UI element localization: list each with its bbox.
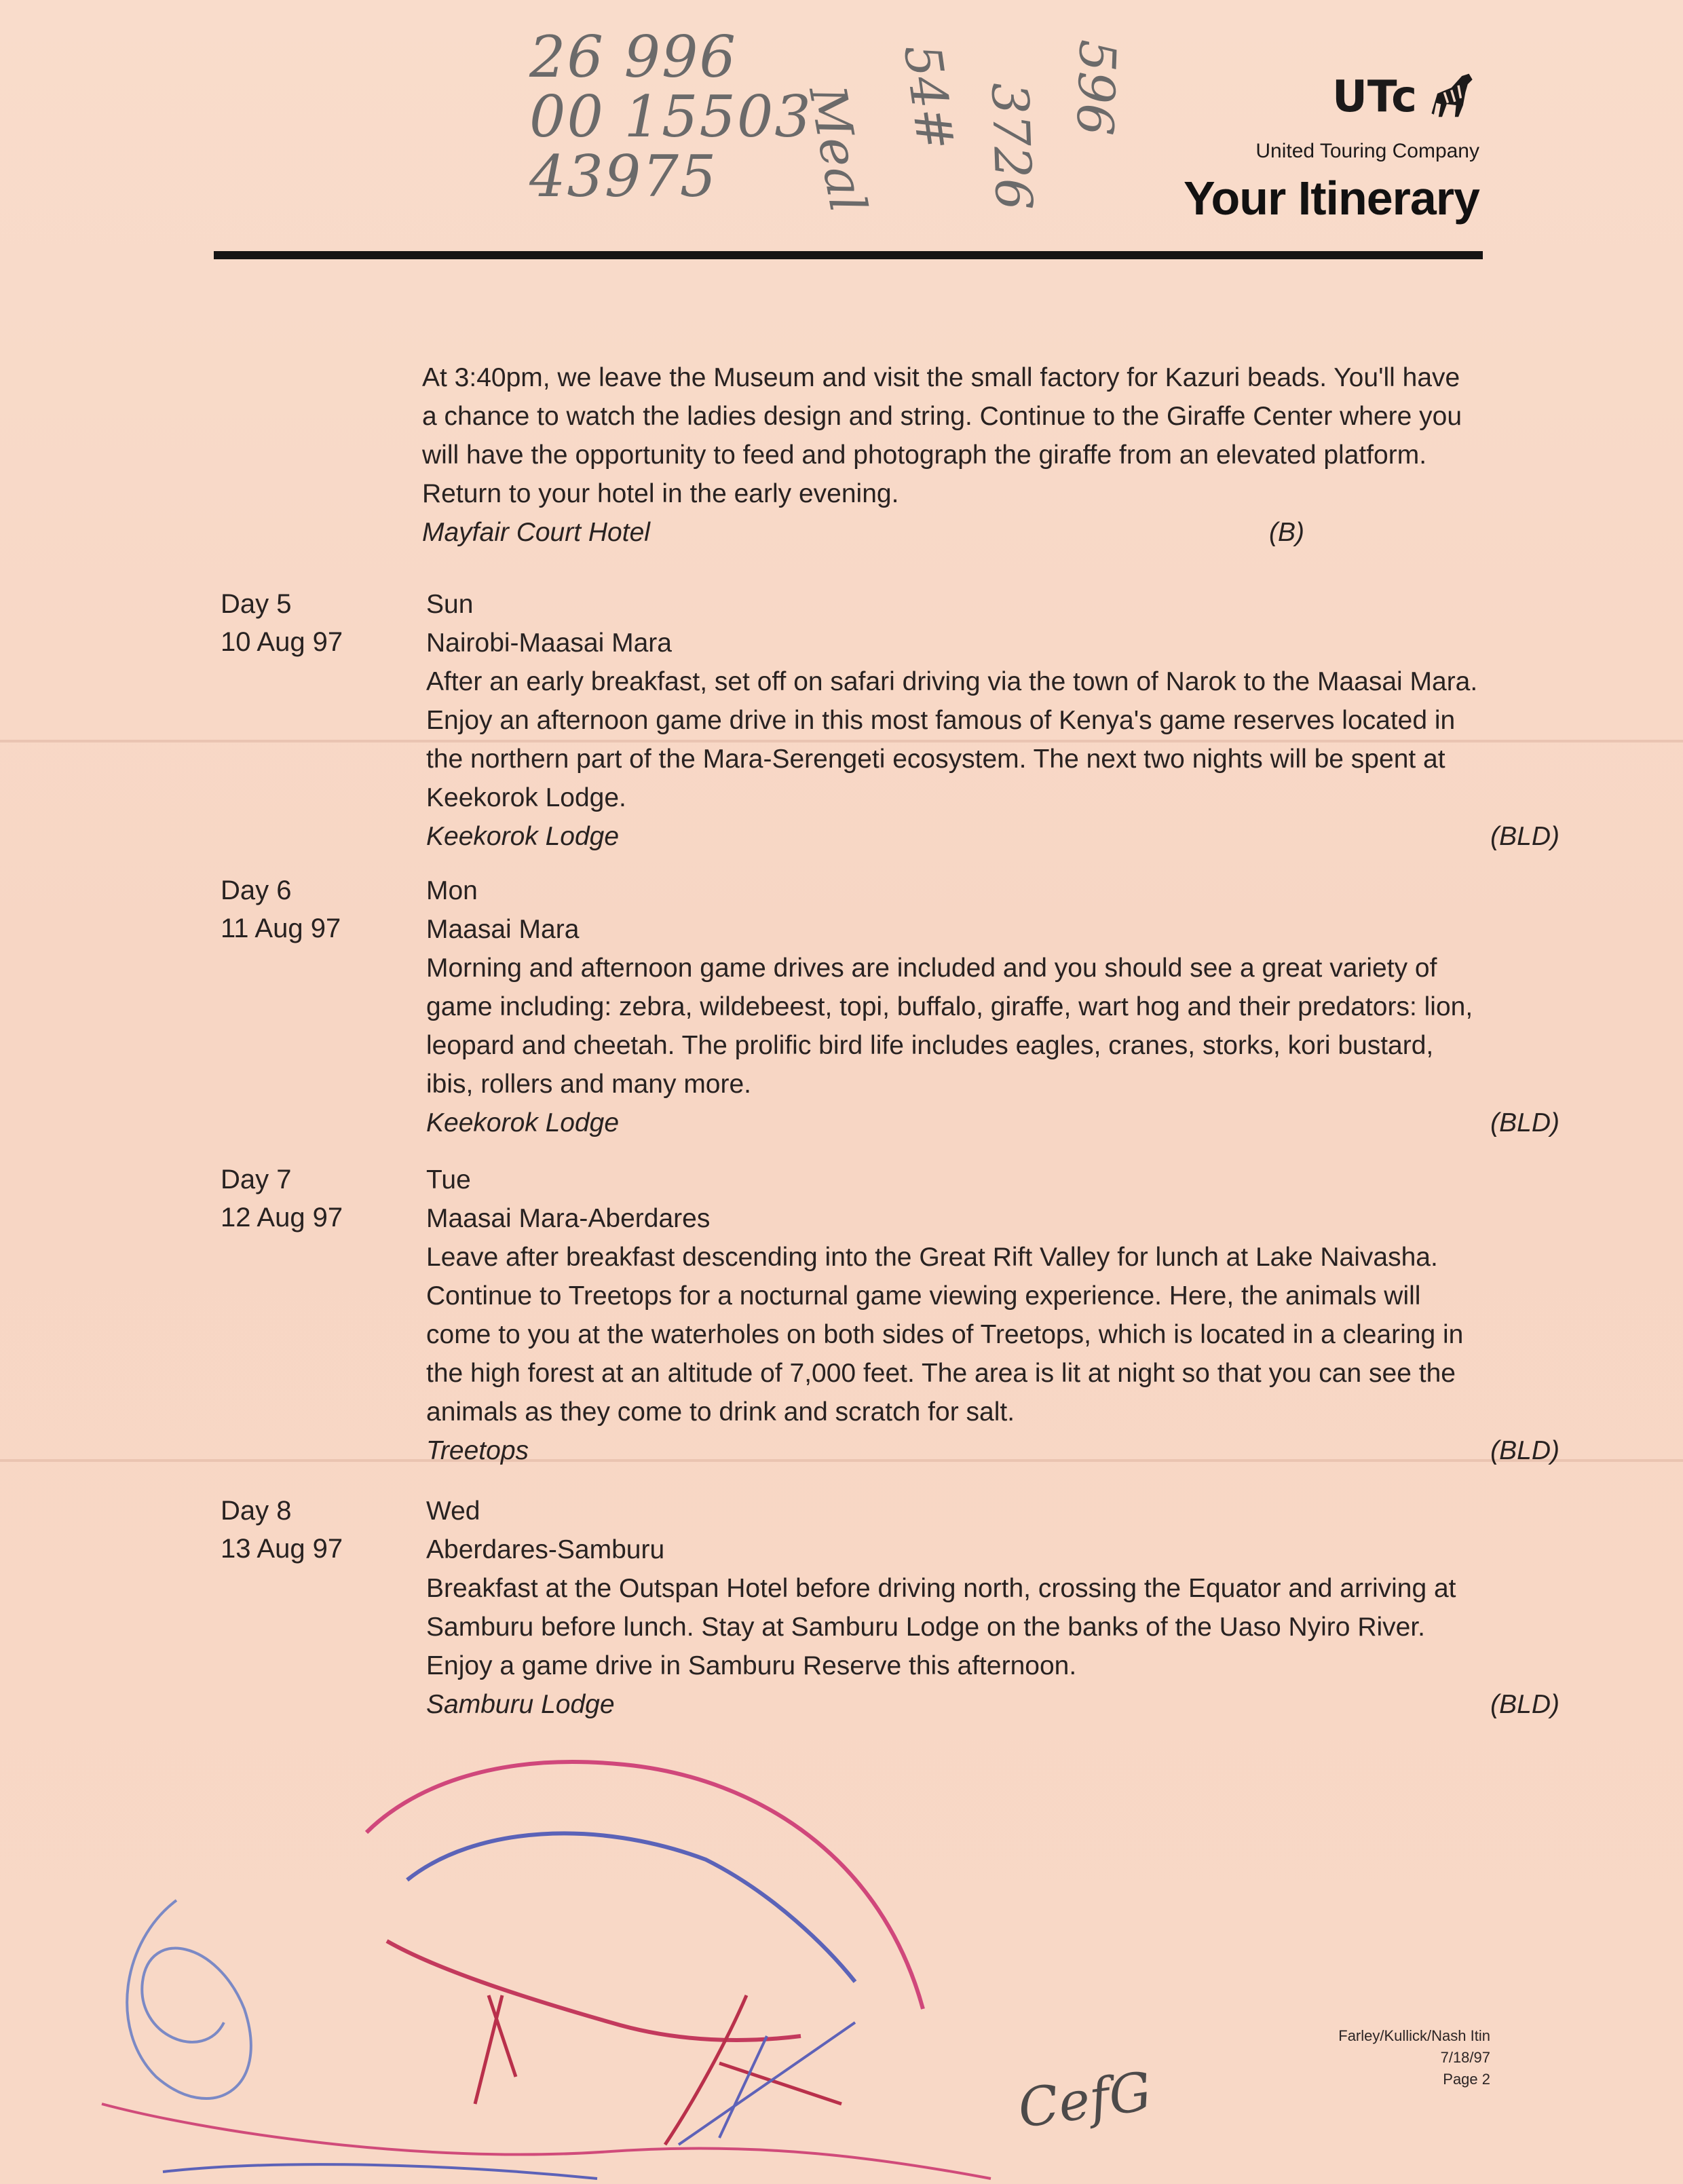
handwritten-meal: Meal — [797, 81, 877, 217]
day-description: Breakfast at the Outspan Hotel before driving north, crossing the Equator and arriving at Samburu before lunch. Stay at Samburu Lodge on the banks of the Uaso Nyiro River. Enjoy a game drive in Samburu Reserve this afternoon. — [426, 1574, 1456, 1680]
meals-code: (B) — [1269, 518, 1304, 547]
day-number: Day 7 — [221, 1165, 292, 1194]
day-date: 10 Aug 97 — [221, 627, 343, 657]
handwritten-number: 43975 — [529, 143, 718, 210]
day-route: Maasai Mara-Aberdares — [426, 1204, 711, 1233]
day-date: 11 Aug 97 — [221, 914, 341, 943]
day-number: Day 6 — [221, 876, 292, 905]
day-route: Aberdares-Samburu — [426, 1535, 665, 1564]
company-name: United Touring Company — [1255, 140, 1479, 162]
day-route: Maasai Mara — [426, 915, 580, 944]
hotel-name: Mayfair Court Hotel — [422, 518, 650, 547]
day-label — [221, 1492, 343, 1568]
day-description: Leave after breakfast descending into the Great Rift Valley for lunch at Lake Naivasha. Continue to Treetops for a nocturnal game viewing experience. Here, the animals will come to you at the waterholes on both sides of Treetops, which is located in a clearing in the high forest at an altitude of 7,000 feet. The area is lit at night so that you can see the animals as they come to drink and scratch for salt. — [426, 1243, 1464, 1427]
day-hotel-line — [426, 1104, 1559, 1142]
handwritten-note: CefG — [1014, 2060, 1156, 2141]
header — [1184, 68, 1479, 225]
day-body — [426, 1492, 1559, 1724]
day-date: 13 Aug 97 — [221, 1534, 343, 1564]
day-hotel-line — [426, 817, 1559, 856]
footer-line: 7/18/97 — [1440, 2049, 1490, 2066]
day-body — [426, 1161, 1559, 1470]
header-divider — [214, 251, 1483, 259]
company-logo — [1184, 68, 1479, 126]
hotel-name: Keekorok Lodge — [426, 1108, 620, 1137]
meals-code: (BLD) — [1490, 822, 1559, 851]
meals-code: (BLD) — [1490, 1436, 1559, 1465]
handwritten-code: 54# — [892, 41, 965, 154]
footer-line: Page 2 — [1443, 2071, 1490, 2088]
day-hotel-line — [426, 1431, 1559, 1470]
day-label — [221, 585, 343, 661]
handwritten-number: 00 15503 — [529, 83, 812, 150]
hotel-name: Treetops — [426, 1436, 529, 1465]
intro-hotel-line — [422, 513, 1304, 552]
crayon-scribble — [0, 1724, 1018, 2184]
day-date: 12 Aug 97 — [221, 1203, 343, 1232]
day-weekday: Tue — [426, 1165, 471, 1194]
page-footer — [1338, 2025, 1490, 2090]
day-label — [221, 871, 341, 947]
handwritten-code: 596 — [1065, 38, 1127, 137]
meals-code: (BLD) — [1490, 1108, 1559, 1137]
day-weekday: Mon — [426, 876, 478, 905]
day-number: Day 5 — [221, 589, 292, 619]
day-route: Nairobi-Maasai Mara — [426, 628, 672, 658]
day-hotel-line — [426, 1685, 1559, 1724]
logo-text: UTc — [1331, 72, 1417, 122]
day-weekday: Wed — [426, 1496, 480, 1526]
day-label — [221, 1161, 343, 1237]
meals-code: (BLD) — [1490, 1690, 1559, 1719]
intro-section — [422, 358, 1481, 552]
zebra-icon — [1421, 68, 1479, 126]
day-description: After an early breakfast, set off on safari driving via the town of Narok to the Maasai Mara. Enjoy an afternoon game drive in this most famous of Kenya's game reserves located in the northern part of the Mara-Serengeti ecosystem. The next two nights will be spent at Keekorok Lodge. — [426, 667, 1478, 812]
intro-text: At 3:40pm, we leave the Museum and visit the small factory for Kazuri beads. You'll have a chance to watch the ladies design and string. Continue to the Giraffe Center where you will have the opportunity to feed and photograph the giraffe from an elevated platform. Return to your hotel in the early evening. — [422, 363, 1462, 508]
handwritten-numbers — [529, 24, 812, 210]
footer-line: Farley/Kullick/Nash Itin — [1338, 2027, 1490, 2044]
day-weekday: Sun — [426, 590, 474, 619]
handwritten-number: 26 996 — [529, 24, 737, 90]
day-description: Morning and afternoon game drives are included and you should see a great variety of game including: zebra, wildebeest, topi, buffalo, giraffe, wart hog and their predators: lion, leopard and cheetah. The prolific bird life includes eagles, cranes, storks, kori bustard, ibis, rollers and many more. — [426, 954, 1473, 1099]
handwritten-code: 3726 — [980, 81, 1043, 212]
hotel-name: Keekorok Lodge — [426, 822, 620, 851]
day-body — [426, 871, 1559, 1142]
day-body — [426, 585, 1559, 856]
hotel-name: Samburu Lodge — [426, 1690, 615, 1719]
page-title: Your Itinerary — [1184, 172, 1479, 225]
day-number: Day 8 — [221, 1496, 292, 1526]
